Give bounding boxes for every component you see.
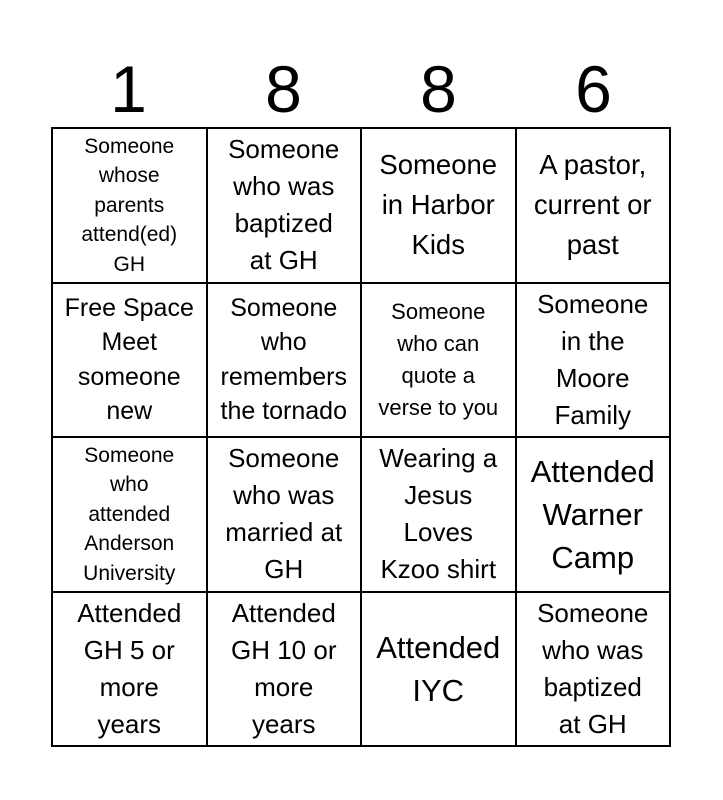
bingo-cell-text: Attended GH 5 or more years <box>77 597 182 739</box>
bingo-cell-r3c2[interactable] <box>208 438 363 593</box>
bingo-cell-text: Someone whose parents attend(ed) GH <box>81 134 178 276</box>
bingo-cell-text: Attended IYC <box>376 629 501 708</box>
bingo-cell-r2c1[interactable] <box>53 284 208 439</box>
bingo-cell-r3c4[interactable] <box>517 438 672 593</box>
bingo-cell-r1c2[interactable] <box>208 129 363 284</box>
bingo-cell-text: Someone in the Moore Family <box>537 288 649 430</box>
bingo-cell-r4c1[interactable] <box>53 593 208 748</box>
header-letter-4: 6 <box>575 52 612 126</box>
bingo-cell-text: Someone who remembers the tornado <box>220 293 347 426</box>
bingo-cell-text: Free Space Meet someone new <box>64 293 194 426</box>
header-letter-1: 1 <box>110 52 147 126</box>
bingo-cell-r4c4[interactable] <box>517 593 672 748</box>
bingo-cell-text: Someone in Harbor Kids <box>379 149 498 261</box>
bingo-cell-text: Someone who can quote a verse to you <box>378 298 499 420</box>
bingo-header <box>51 52 671 126</box>
bingo-cell-r3c1[interactable] <box>53 438 208 593</box>
bingo-cell-text: Attended Warner Camp <box>530 453 655 575</box>
bingo-cell-r2c3[interactable] <box>362 284 517 439</box>
bingo-cell-text: Wearing a Jesus Loves Kzoo shirt <box>379 443 498 585</box>
bingo-cell-r1c1[interactable] <box>53 129 208 284</box>
bingo-cell-text: Someone who attended Anderson University <box>83 443 176 585</box>
bingo-cell-text: Someone who was married at GH <box>225 443 343 585</box>
header-letter-2: 8 <box>265 52 302 126</box>
bingo-cell-r4c2[interactable] <box>208 593 363 748</box>
bingo-cell-text: A pastor, current or past <box>533 149 652 261</box>
header-letter-3: 8 <box>420 52 457 126</box>
bingo-cell-r1c3[interactable] <box>362 129 517 284</box>
bingo-cell-text: Attended GH 10 or more years <box>231 597 337 739</box>
bingo-cell-r1c4[interactable] <box>517 129 672 284</box>
bingo-cell-r2c2[interactable] <box>208 284 363 439</box>
bingo-cell-r3c3[interactable] <box>362 438 517 593</box>
bingo-cell-r4c3[interactable] <box>362 593 517 748</box>
bingo-cell-text: Someone who was baptized at GH <box>537 597 649 739</box>
bingo-grid <box>51 127 671 747</box>
bingo-cell-text: Someone who was baptized at GH <box>228 134 340 276</box>
bingo-cell-r2c4[interactable] <box>517 284 672 439</box>
